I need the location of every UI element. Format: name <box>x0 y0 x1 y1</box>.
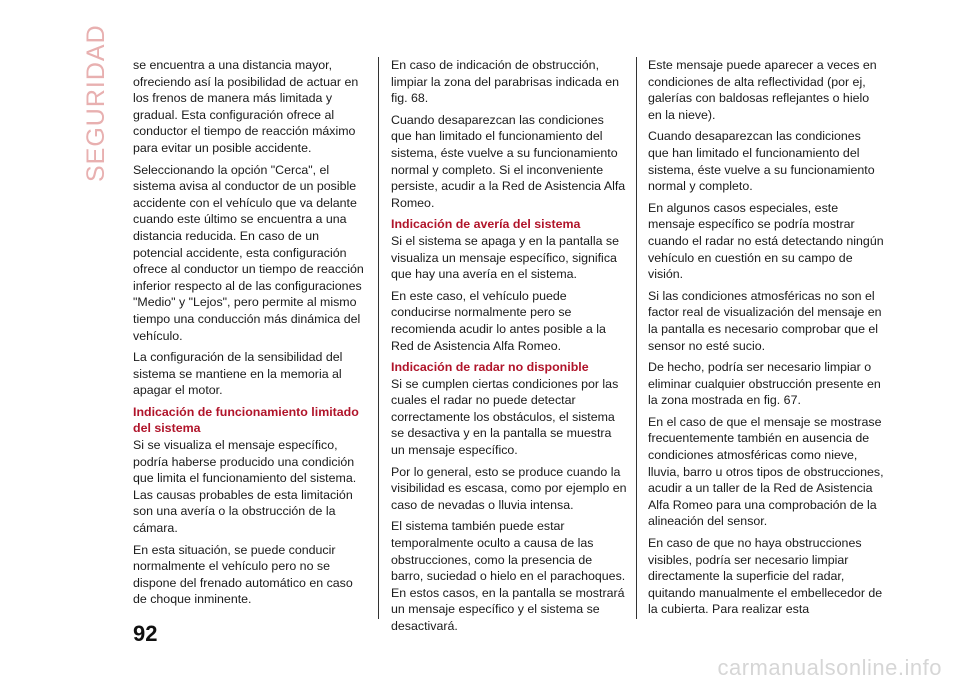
paragraph: En este caso, el vehículo puede conducirse normalmente pero se recomienda acudir lo antes posible a la Red de Asistencia Alfa Romeo. <box>391 288 606 353</box>
column-divider <box>636 57 637 619</box>
column-divider <box>378 57 379 619</box>
text-column-3 <box>648 57 884 623</box>
text-column-2 <box>391 57 627 640</box>
section-heading: Indicación de avería del sistema <box>391 217 581 232</box>
paragraph: Si se cumplen ciertas condiciones por las cuales el radar no puede detectar correctamente los obstáculos, el sistema se desactiva y en la pantalla se muestra un mensaje específico. <box>391 376 619 458</box>
section-heading: Indicación de radar no disponible <box>391 360 589 375</box>
section-heading: Indicación de funcionamiento limitado del sistema <box>133 404 359 436</box>
paragraph: Si se visualiza el mensaje específico, podría haberse producido una condición que limita el funcionamiento del sistema. Las causas probables de esta limitación son una avería o la obstrucción de la cámara. <box>133 438 357 536</box>
paragraph: En algunos casos especiales, este mensaje específico se podría mostrar cuando el radar no está detectando ningún vehículo en cuestión en su campo de visión. <box>648 200 884 282</box>
page-number: 92 <box>133 621 158 646</box>
paragraph: En el caso de que el mensaje se mostrase frecuentemente también en ausencia de condiciones atmosféricas como nieve, lluvia, barro u otros tipos de obstrucciones, acudir a un taller de la Red de Asistencia Alfa Romeo para una comprobación de la alineación del sensor. <box>648 414 884 529</box>
paragraph: Si las condiciones atmosféricas no son el factor real de visualización del mensaje en la pantalla es necesario comprobar que el sensor no esté sucio. <box>648 288 882 353</box>
section-tab <box>82 24 114 182</box>
paragraph: Este mensaje puede aparecer a veces en condiciones de alta reflectividad (por ej, galerías con baldosas reflejantes o hielo en la nieve). <box>648 58 877 122</box>
paragraph: En esta situación, se puede conducir normalmente el vehículo pero no se dispone del frenado automático en caso de choque inminente. <box>133 542 353 607</box>
paragraph: En caso de indicación de obstrucción, limpiar la zona del parabrisas indicada en fig. 68. <box>391 58 619 106</box>
paragraph: Cuando desaparezcan las condiciones que han limitado el funcionamiento del sistema, éste vuelve a su funcionamiento normal y completo. <box>648 129 875 194</box>
watermark: carmanualsonline.info <box>717 655 942 680</box>
paragraph: La configuración de la sensibilidad del sistema se mantiene en la memoria al apagar el motor. <box>133 350 343 398</box>
paragraph: se encuentra a una distancia mayor, ofreciendo así la posibilidad de actuar en los frenos de manera más limitada y gradual. Esta configuración ofrece al conductor el tiempo de reacción máximo para evitar un posible accidente. <box>133 58 359 155</box>
paragraph: De hecho, podría ser necesario limpiar o eliminar cualquier obstrucción presente en la zona mostrada en fig. 67. <box>648 360 881 408</box>
section-tab-label: SEGURIDAD <box>82 24 110 182</box>
text-column-1 <box>133 57 369 613</box>
paragraph: Por lo general, esto se produce cuando la visibilidad es escasa, como por ejemplo en caso de nevadas o lluvia intensa. <box>391 464 627 512</box>
paragraph: En caso de que no haya obstrucciones visibles, podría ser necesario limpiar directamente la superficie del radar, quitando manualmente el embellecedor de la cubierta. Para realizar esta <box>648 536 883 617</box>
paragraph: El sistema también puede estar temporalmente oculto a causa de las obstrucciones, como la presencia de barro, suciedad o hielo en el parachoques. En estos casos, en la pantalla se mostrará un mensaje específico y el sistema se desactivará. <box>391 519 626 633</box>
paragraph: Seleccionando la opción "Cerca", el sistema avisa al conductor de un posible accidente con el vehículo que va delante cuando este último se encuentra a una distancia reducida. En caso de un potencial accidente, esta configuración ofrece al conductor un tiempo de reacción inferior respecto al de las configuraciones "Medio" y "Lejos", pero permite al mismo tiempo una conducción más dinámica del vehículo. <box>133 162 364 343</box>
paragraph: Cuando desaparezcan las condiciones que han limitado el funcionamiento del sistema, éste vuelve a su funcionamiento normal y completo. Si el inconveniente persiste, acudir a la Red de Asistencia Alfa Romeo. <box>391 112 626 210</box>
paragraph: Si el sistema se apaga y en la pantalla se visualiza un mensaje específico, significa que hay una avería en el sistema. <box>391 233 619 282</box>
